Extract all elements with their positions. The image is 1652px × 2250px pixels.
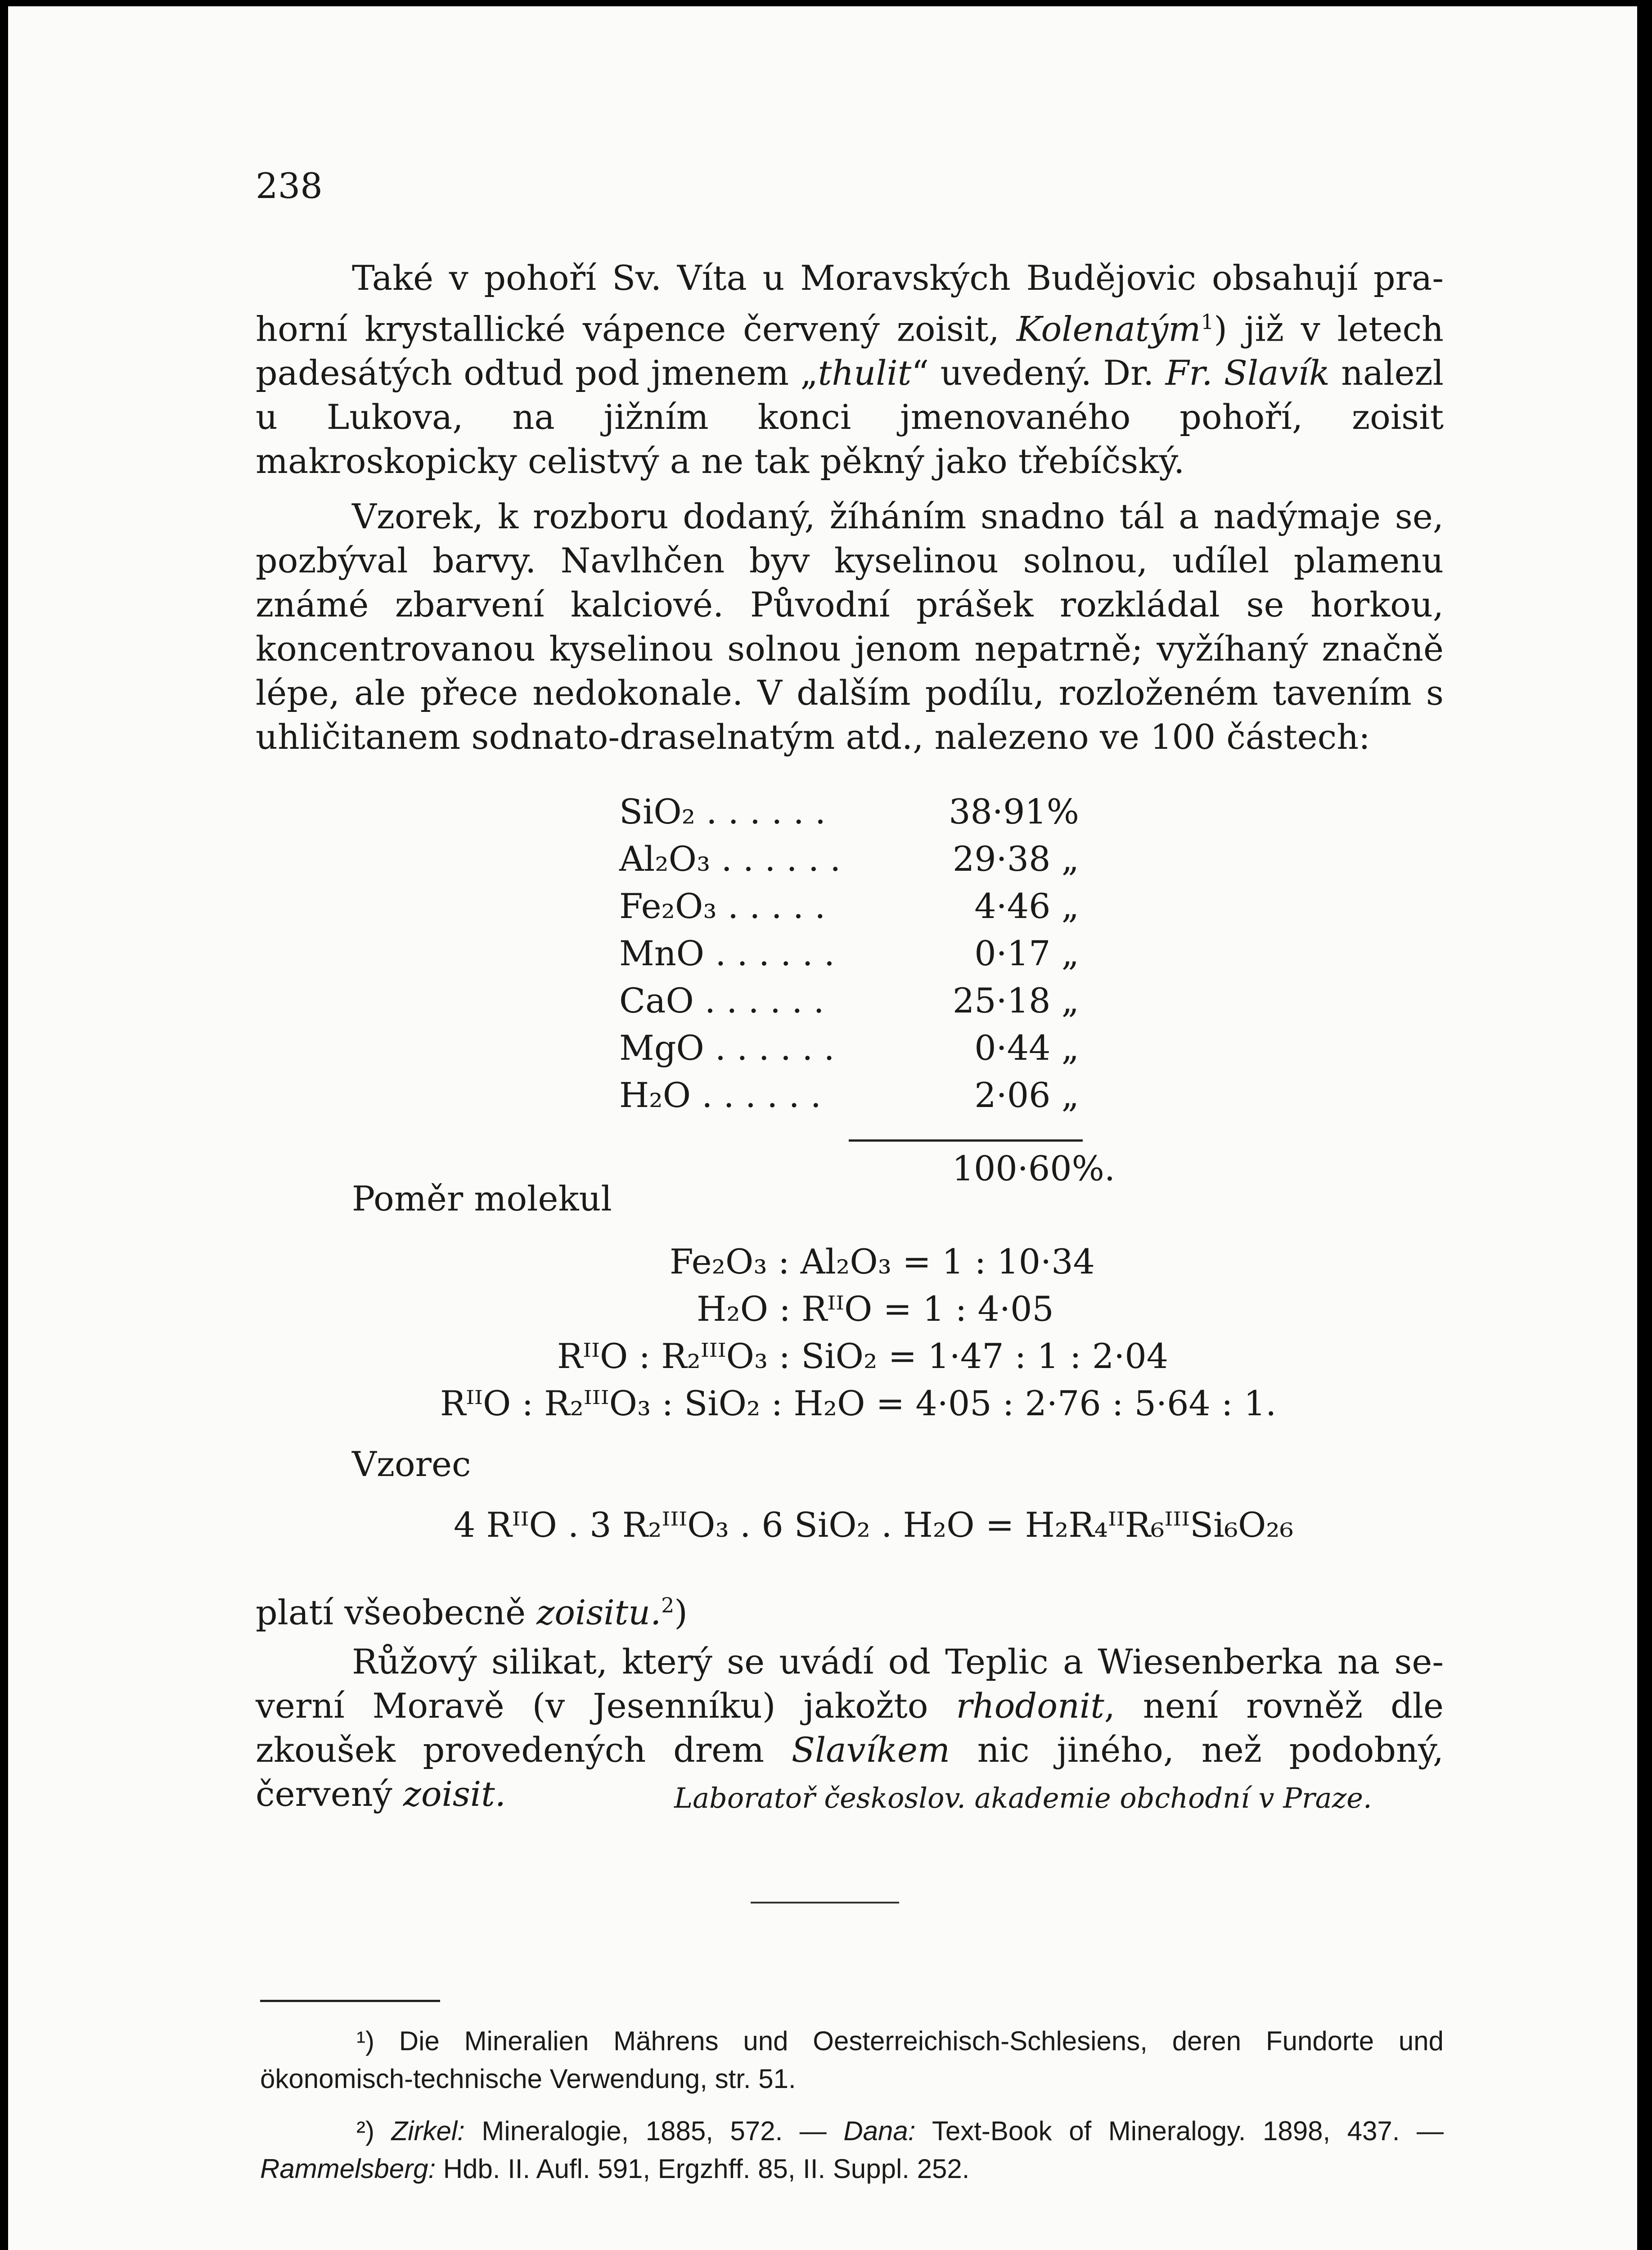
author-slavikem: Slavíkem [791, 1730, 950, 1770]
formula-label: Vzorec [352, 1444, 471, 1484]
ratio-line: H₂O : RᴵᴵO = 1 : 4·05 [697, 1289, 1054, 1329]
paragraph-platí [256, 1584, 1444, 1634]
ref-rammelsberg: Rammelsberg: [260, 2154, 436, 2184]
analysis-name: MnO . . . . . . [619, 933, 835, 973]
p3-text-c: nic jiného, než podobný, červený [256, 1730, 1444, 1814]
ref-dana: Dana: [843, 2116, 916, 2146]
p1-text-d: nalezl u Lukova, na jižním konci jmenovaného pohoří, zoisit makroskopicky celistvý a ne tak pěkný jako třebíčský. [256, 353, 1444, 482]
p1-text-a: Také v pohoří Sv. Víta u Moravských Budějovic obsahují prahorní krystallické vápence červený zoisit, [256, 258, 1444, 349]
term-zoisit: zoisit. [403, 1774, 506, 1814]
p3a-text-b: ) [674, 1592, 688, 1633]
section-divider [751, 1902, 899, 1904]
ratio-line: RᴵᴵO : R₂ᴵᴵᴵO₃ : SiO₂ = 1·47 : 1 : 2·04 [557, 1336, 1169, 1376]
analysis-name: CaO . . . . . . [619, 981, 824, 1021]
analysis-value: 0·44 „ [974, 1028, 1079, 1068]
footnote-2-text-d: Hdb. II. Aufl. 591, Ergzhff. 85, II. Suppl. 252. [436, 2154, 970, 2184]
analysis-value: 4·46 „ [974, 886, 1079, 926]
p3-text-b: , není rovněž dle zkoušek provedených drem [256, 1686, 1444, 1770]
page [8, 6, 1637, 2250]
footnote-2-text-b: Mineralogie, 1885, 572. — [464, 2116, 844, 2146]
page-number: 238 [256, 166, 323, 207]
ratio-label: Poměr molekul [352, 1179, 612, 1219]
analysis-name: H₂O . . . . . . [619, 1075, 821, 1115]
footnote-ref-2: 2 [661, 1593, 675, 1617]
footnote-2-mark: ²) [356, 2116, 374, 2146]
p3-text-a: Růžový silikat, který se uvádí od Teplic a Wiesenberka na severní Moravě (v Jesenníku) jakožto [256, 1642, 1444, 1726]
term-thulit: thulit [818, 353, 912, 393]
footnote-2 [260, 2112, 1444, 2188]
term-zoisitu: zoisitu. [536, 1592, 662, 1633]
p1-text-c: “ uvedený. Dr. [911, 353, 1166, 393]
footnote-1-mark: ¹) [356, 2026, 374, 2056]
analysis-value: 38·91% [949, 792, 1079, 832]
ratio-line: Fe₂O₃ : Al₂O₃ = 1 : 10·34 [670, 1242, 1095, 1282]
analysis-name: SiO₂ . . . . . . [619, 792, 826, 832]
ref-zirkel: Zirkel: [391, 2116, 465, 2146]
footnote-rule [260, 2000, 440, 2002]
formula: 4 RᴵᴵO . 3 R₂ᴵᴵᴵO₃ . 6 SiO₂ . H₂O = H₂R₄ᴵᴵR₆ᴵᴵᴵSi₆O₂₆ [454, 1505, 1294, 1545]
analysis-name: Al₂O₃ . . . . . . [619, 839, 841, 879]
ratio-line: RᴵᴵO : R₂ᴵᴵᴵO₃ : SiO₂ : H₂O = 4·05 : 2·76 : 5·64 : 1. [440, 1383, 1277, 1423]
author-kolenaty: Kolenatým [1016, 309, 1201, 349]
footnote-1-text: Die Mineralien Mährens und Oesterreichisch-Schlesiens, deren Fundorte und ökonomisch-technische Verwendung, str. 51. [260, 2026, 1444, 2094]
paragraph-1 [256, 256, 1444, 483]
analysis-name: Fe₂O₃ . . . . . [619, 886, 826, 926]
author-slavik: Fr. Slavík [1165, 353, 1330, 393]
footnote-ref-1: 1 [1201, 310, 1214, 334]
analysis-name: MgO . . . . . . [619, 1028, 835, 1068]
footnote-2-text-c: Text-Book of Mineralogy. 1898, 437. — [915, 2116, 1444, 2146]
analysis-total: 100·60%. [952, 1148, 1115, 1188]
laboratory-signature: Laboratoř českoslov. akademie obchodní v Praze. [674, 1782, 1372, 1814]
footnote-1 [260, 2022, 1444, 2098]
p3a-text: platí všeobecně [256, 1592, 537, 1633]
p1-text-b: ) již v letech padesátých odtud pod jmenem „ [256, 309, 1444, 393]
term-rhodonit: rhodonit [956, 1686, 1104, 1726]
sum-rule [849, 1139, 1083, 1142]
analysis-value: 0·17 „ [974, 933, 1079, 973]
analysis-value: 2·06 „ [974, 1075, 1079, 1115]
paragraph-2: Vzorek, k rozboru dodaný, žíháním snadno tál a nadýmaje se, pozbýval barvy. Navlhčen byv kyselinou solnou, udílel plamenu známé zbarvení kalciové. Původní prášek rozkládal se horkou, koncentrovanou kyselinou solnou jenom nepatrně; vyžíhaný značně lépe, ale přece nedokonale. V dalším podílu, rozloženém tavením s uhličitanem sodnato-draselnatým atd., nalezeno ve 100 částech: [256, 496, 1444, 757]
analysis-value: 29·38 „ [952, 839, 1079, 879]
analysis-value: 25·18 „ [952, 981, 1079, 1021]
